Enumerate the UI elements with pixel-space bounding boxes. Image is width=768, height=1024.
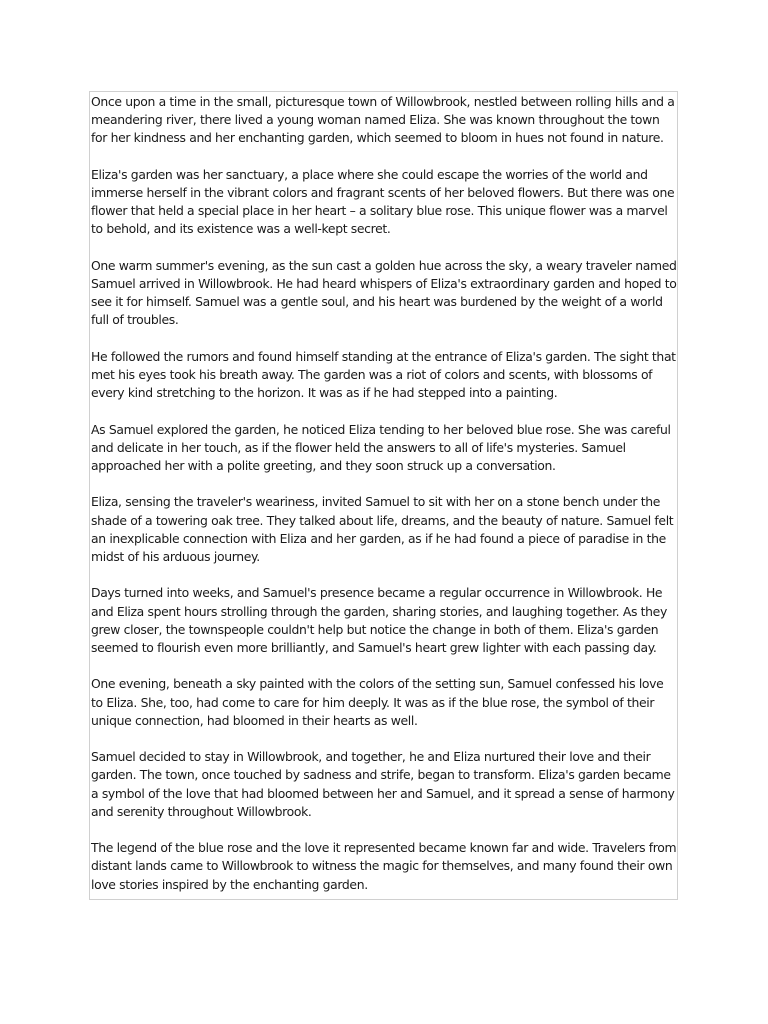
paragraph-4: He followed the rumors and found himself standing at the entrance of Eliza's garden. The sight that met his eyes took his breath away. The garden was a riot of colors and scents, with blossoms of every kind stretching to the horizon. It was as if he had stepped into a painting. [91,348,676,401]
paragraph-3: One warm summer's evening, as the sun cast a golden hue across the sky, a weary traveler named Samuel arrived in Willowbrook. He had heard whispers of Eliza's extraordinary garden and hoped to see it for himself. Samuel was a gentle soul, and his heart was burdened by the weight of a world full of troubles. [91,257,677,328]
paragraph-7: Days turned into weeks, and Samuel's presence became a regular occurrence in Willowbrook. He and Eliza spent hours strolling through the garden, sharing stories, and laughing together. As they grew closer, the townspeople couldn't help but notice the change in both of them. Eliza's garden seemed to flourish even more brilliantly, and Samuel's heart grew lighter with each passing day. [91,585,667,655]
paragraph-9: Samuel decided to stay in Willowbrook, and together, he and Eliza nurtured their love and their garden. The town, once touched by sadness and strife, began to transform. Eliza's garden became a symbol of the love that had bloomed between her and Samuel, and it spread a sense of harmony and serenity throughout Willowbrook. [91,749,675,819]
paragraph-6: Eliza, sensing the traveler's weariness, invited Samuel to sit with her on a stone bench under the shade of a towering oak tree. They talked about life, dreams, and the beauty of nature. Samuel felt an inexplicable connection with Eliza and her garden, as if he had found a piece of paradise in the midst of his arduous journey. [91,494,674,564]
paragraph-10: The legend of the blue rose and the love it represented became known far and wide. Travelers from distant lands came to Willowbrook to witness the magic for themselves, and many found their own love stories inspired by the enchanting garden. [91,840,677,892]
paragraph-8: One evening, beneath a sky painted with the colors of the setting sun, Samuel confessed his love to Eliza. She, too, had come to care for him deeply. It was as if the blue rose, the symbol of their unique connection, had bloomed in their hearts as well. [91,676,664,728]
story-text [91,93,678,912]
paragraph-2: Eliza's garden was her sanctuary, a place where she could escape the worries of the world and immerse herself in the vibrant colors and fragrant scents of her beloved flowers. But there was one flower that held a special place in her heart – a solitary blue rose. This unique flower was a marvel to behold, and its existence was a well-kept secret. [91,166,675,237]
paragraph-1: Once upon a time in the small, picturesque town of Willowbrook, nestled between rolling hills and a meandering river, there lived a young woman named Eliza. She was known throughout the town for her kindness and her enchanting garden, which seemed to bloom in hues not found in nature. [91,94,675,146]
paragraph-5: As Samuel explored the garden, he noticed Eliza tending to her beloved blue rose. She was careful and delicate in her touch, as if the flower held the answers to all of life's mysteries. Samuel approached her with a polite greeting, and they soon struck up a conversation. [91,421,671,473]
